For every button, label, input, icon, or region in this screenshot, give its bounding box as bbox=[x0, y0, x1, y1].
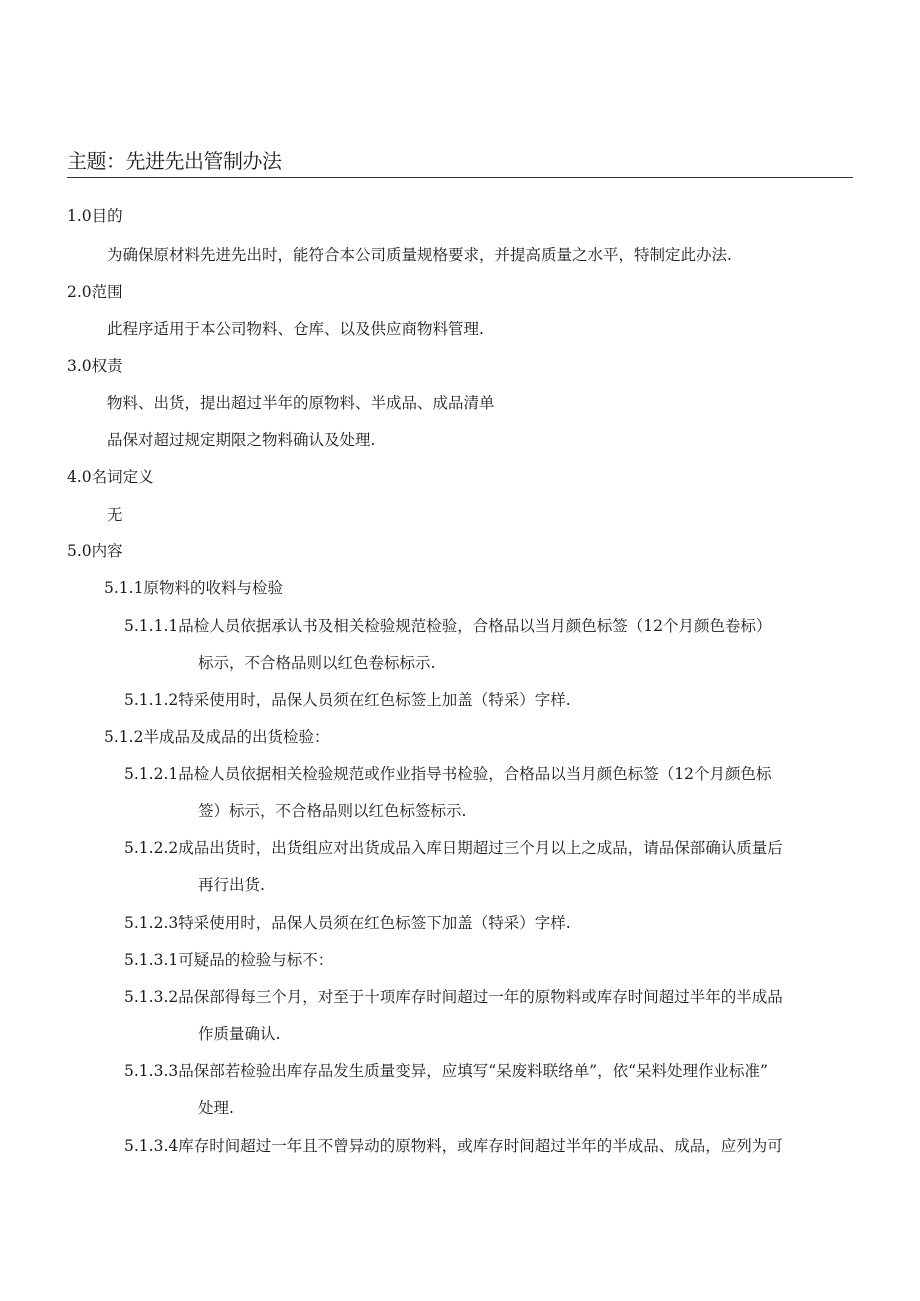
section-heading-content: 5.0内容 bbox=[67, 542, 123, 560]
section-heading-definitions: 4.0名词定义 bbox=[67, 468, 154, 486]
page-title: 主题：先进先出管制办法 bbox=[67, 149, 282, 173]
item-5-1-2-2: 5.1.2.2成品出货时，出货组应对出货成品入库日期超过三个月以上之成品，请品保部确认质量后 bbox=[124, 839, 783, 857]
item-5-1-1-2: 5.1.1.2特采使用时，品保人员须在红色标签上加盖（特采）字样. bbox=[124, 691, 571, 709]
item-5-1-2-1: 5.1.2.1品检人员依据相关检验规范或作业指导书检验，合格品以当月颜色标签（12个月颜色标 bbox=[124, 765, 772, 783]
item-5-1-3-2-cont: 作质量确认. bbox=[198, 1025, 281, 1043]
item-5-1-3-4: 5.1.3.4库存时间超过一年且不曾异动的原物料，或库存时间超过半年的半成品、成品，应列为可 bbox=[124, 1137, 783, 1155]
paragraph-responsibility-1: 物料、出货，提出超过半年的原物料、半成品、成品清单 bbox=[107, 394, 495, 412]
item-5-1-2-3: 5.1.2.3特采使用时，品保人员须在红色标签下加盖（特采）字样. bbox=[124, 914, 571, 932]
item-5-1-3-2: 5.1.3.2品保部得每三个月，对至于十项库存时间超过一年的原物料或库存时间超过半年的半成品 bbox=[124, 988, 783, 1006]
item-5-1-3-3: 5.1.3.3品保部若检验出库存品发生质量变异，应填写“呆废料联络单”，依“呆料处理作业标准” bbox=[124, 1062, 768, 1080]
section-heading-purpose: 1.0目的 bbox=[67, 207, 123, 225]
paragraph-purpose: 为确保原材料先进先出时，能符合本公司质量规格要求，并提高质量之水平，特制定此办法. bbox=[107, 246, 732, 264]
subsection-5-1-1: 5.1.1原物料的收料与检验 bbox=[104, 579, 283, 597]
item-5-1-3-3-cont: 处理. bbox=[198, 1099, 234, 1117]
section-heading-scope: 2.0范围 bbox=[67, 283, 123, 301]
item-5-1-3-1: 5.1.3.1可疑品的检验与标不： bbox=[124, 951, 334, 969]
section-heading-responsibility: 3.0权责 bbox=[67, 357, 123, 375]
paragraph-scope: 此程序适用于本公司物料、仓库、以及供应商物料管理. bbox=[107, 320, 484, 338]
item-5-1-2-1-cont: 签）标示，不合格品则以红色标签标示. bbox=[198, 802, 467, 820]
title-divider bbox=[67, 177, 853, 178]
item-5-1-1-1-cont: 标示，不合格品则以红色卷标标示. bbox=[198, 654, 436, 672]
item-5-1-2-2-cont: 再行出货. bbox=[198, 876, 265, 894]
paragraph-definitions: 无 bbox=[107, 506, 123, 524]
item-5-1-1-1: 5.1.1.1品检人员依据承认书及相关检验规范检验，合格品以当月颜色标签（12个月颜色卷标） bbox=[124, 617, 772, 635]
subsection-5-1-2: 5.1.2半成品及成品的出货检验： bbox=[104, 728, 330, 746]
paragraph-responsibility-2: 品保对超过规定期限之物料确认及处理. bbox=[107, 431, 376, 449]
